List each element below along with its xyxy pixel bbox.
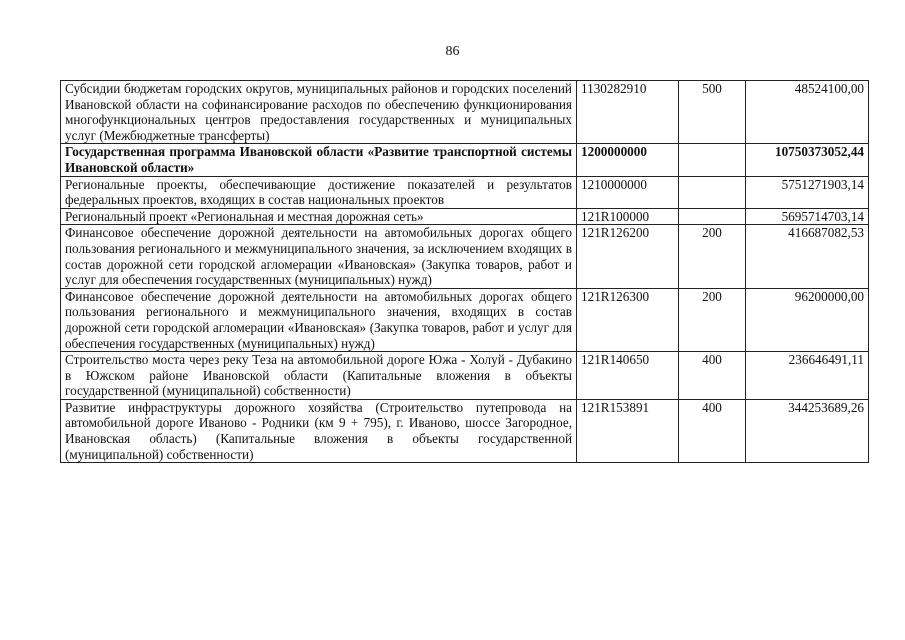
row-amount: 96200000,00 [746, 288, 869, 351]
table-row [61, 225, 869, 288]
table-row [61, 176, 869, 208]
row-target-code: 121R126300 [577, 288, 679, 351]
row-expense-type: 200 [679, 288, 746, 351]
row-expense-type [679, 176, 746, 208]
row-description: Государственная программа Ивановской области «Развитие транспортной системы Ивановской области» [61, 144, 577, 176]
row-description: Региональный проект «Региональная и местная дорожная сеть» [61, 208, 577, 225]
row-amount: 236646491,11 [746, 352, 869, 400]
page-number: 86 [445, 44, 460, 59]
row-target-code: 121R100000 [577, 208, 679, 225]
row-expense-type [679, 144, 746, 176]
table-row [61, 352, 869, 400]
row-amount: 344253689,26 [746, 399, 869, 462]
row-description: Строительство моста через реку Теза на автомобильной дороге Южа - Холуй - Дубакино в Южском районе Ивановской области (Капитальные вложения в объекты государственной (муниципальной) собственности) [61, 352, 577, 400]
row-amount: 416687082,53 [746, 225, 869, 288]
row-target-code: 121R153891 [577, 399, 679, 462]
row-target-code: 1130282910 [577, 81, 679, 144]
table-row [61, 144, 869, 176]
table-row [61, 288, 869, 351]
row-description: Финансовое обеспечение дорожной деятельности на автомобильных дорогах общего пользования регионального и межмуниципального значения, входящих в состав дорожной сети городской агломерации «Ивановская» (Закупка товаров, работ и услуг для обеспечения государственных (муниципальных) нужд) [61, 288, 577, 351]
row-expense-type: 200 [679, 225, 746, 288]
row-expense-type: 400 [679, 352, 746, 400]
row-amount: 48524100,00 [746, 81, 869, 144]
row-description: Развитие инфраструктуры дорожного хозяйства (Строительство путепровода на автомобильной дороге Иваново - Родники (км 9 + 795), г. Иваново, шоссе Загородное, Ивановская область) (Капитальные вложения в объекты государственной (муниципальной) собственности) [61, 399, 577, 462]
row-target-code: 1210000000 [577, 176, 679, 208]
row-target-code: 121R126200 [577, 225, 679, 288]
budget-table [60, 80, 869, 463]
row-target-code: 1200000000 [577, 144, 679, 176]
row-description: Региональные проекты, обеспечивающие достижение показателей и результатов федеральных проектов, входящих в состав национальных проектов [61, 176, 577, 208]
row-expense-type: 400 [679, 399, 746, 462]
row-description: Субсидии бюджетам городских округов, муниципальных районов и городских поселений Ивановской области на софинансирование расходов по обеспечению функционирования многофункциональных центров предоставления государственных и муниципальных услуг (Межбюджетные трансферты) [61, 81, 577, 144]
table-row [61, 399, 869, 462]
row-amount: 5751271903,14 [746, 176, 869, 208]
table-row [61, 81, 869, 144]
row-expense-type: 500 [679, 81, 746, 144]
row-amount: 10750373052,44 [746, 144, 869, 176]
row-target-code: 121R140650 [577, 352, 679, 400]
row-expense-type [679, 208, 746, 225]
row-amount: 5695714703,14 [746, 208, 869, 225]
table-row [61, 208, 869, 225]
row-description: Финансовое обеспечение дорожной деятельности на автомобильных дорогах общего пользования регионального и межмуниципального значения, за исключением входящих в состав дорожной сети городской агломерации «Ивановская» (Закупка товаров, работ и услуг для обеспечения государственных (муниципальных) нужд) [61, 225, 577, 288]
